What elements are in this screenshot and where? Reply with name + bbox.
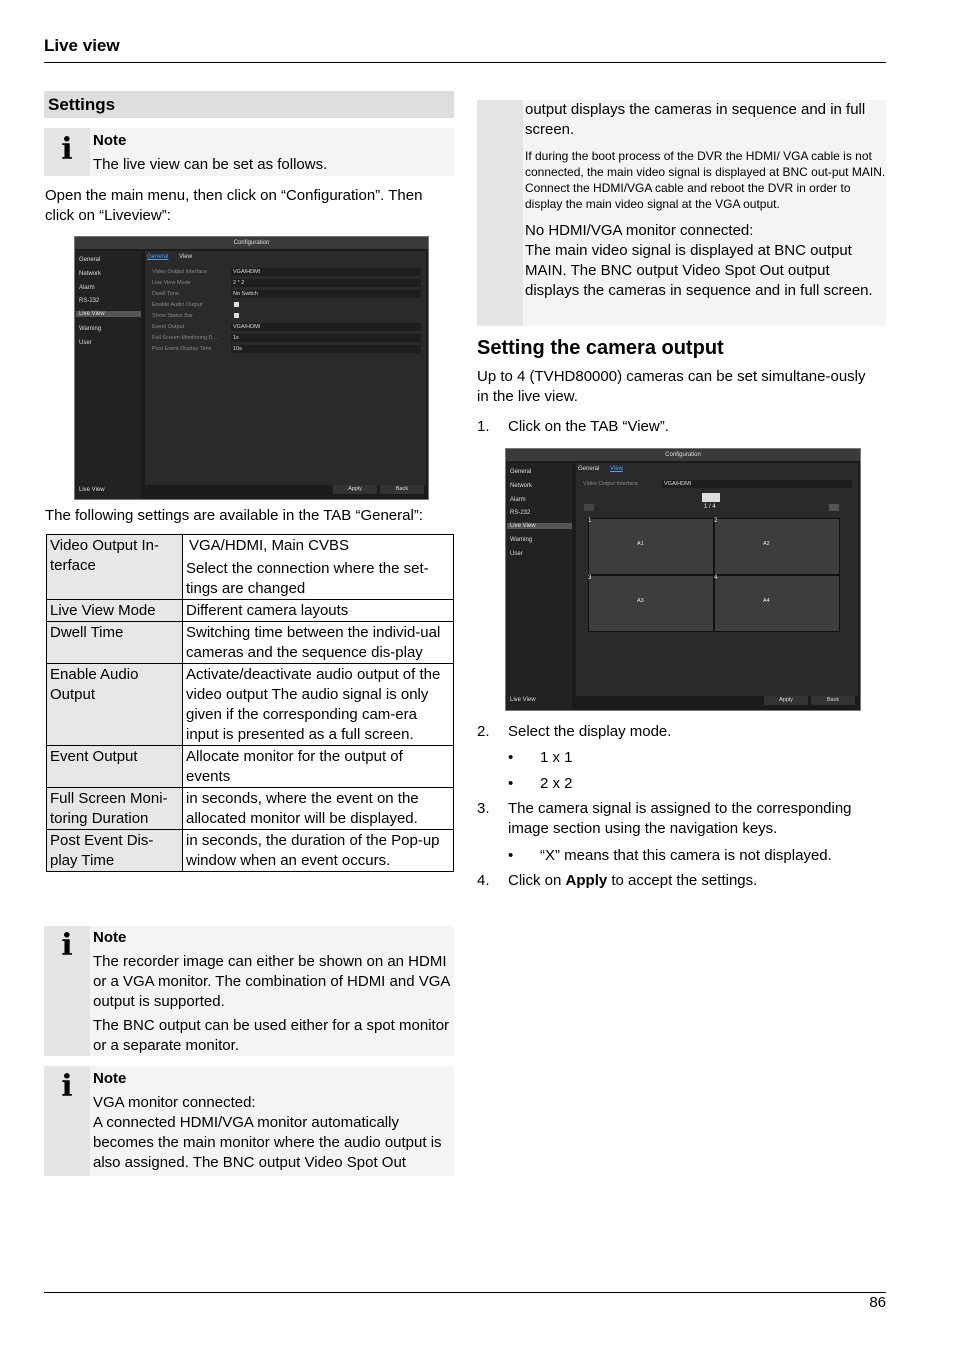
- camera-cell[interactable]: [714, 575, 840, 632]
- table-row: [47, 535, 454, 600]
- note-small-text: If during the boot process of the DVR the HDMI/ VGA cable is not connected, the main video signal is displayed at BNC out-put MAIN. Connect the HDMI/VGA cable and reboot the DVR in order to display the main video signal at the VGA output.: [525, 149, 886, 211]
- step-number: 2.: [477, 723, 490, 740]
- status-bar-checkbox[interactable]: [234, 313, 239, 318]
- tab-view[interactable]: View: [610, 466, 623, 472]
- bullet-text: 2 x 2: [540, 775, 573, 792]
- step-number: 3.: [477, 800, 490, 817]
- screen-content: [576, 463, 858, 696]
- screen-footer-label: Live View: [510, 697, 536, 703]
- camera-cell[interactable]: [588, 518, 714, 575]
- setting-label: Enable Audio Output: [152, 302, 203, 308]
- setting-label: Post Event Display Time: [152, 346, 212, 352]
- table-row: [47, 622, 454, 664]
- menu-item-general[interactable]: General: [79, 257, 101, 263]
- step-text: Click on Apply to accept the settings.: [508, 872, 758, 889]
- step-text: Select the display mode.: [508, 723, 672, 740]
- table-row: [47, 664, 454, 746]
- table-intro-text: The following settings are available in the TAB “General”:: [45, 507, 423, 524]
- setting-value[interactable]: VGA/HDMI: [231, 323, 421, 331]
- note-text: No HDMI/VGA monitor connected:: [525, 222, 754, 239]
- cell-number: 1: [588, 518, 592, 524]
- section-heading: Settings: [48, 95, 116, 114]
- screen-content: [145, 251, 426, 485]
- note-title: Note: [93, 929, 127, 946]
- audio-checkbox[interactable]: [234, 302, 239, 307]
- note-title: Note: [93, 1070, 127, 1087]
- tab-general[interactable]: General: [147, 254, 169, 260]
- cell-camera-label: A1: [637, 541, 644, 547]
- screen-sidebar: [506, 463, 572, 710]
- cell-camera-label: A3: [637, 598, 644, 604]
- section-heading-bar: [44, 91, 454, 118]
- setting-name: Video Output In-terface: [47, 535, 183, 600]
- setting-value[interactable]: VGA/HDMI: [231, 268, 421, 276]
- note-text: The recorder image can either be shown on an HDMI or a VGA monitor. The combination of HDMI and VGA output is supported.: [93, 953, 450, 1010]
- info-icon: i: [61, 132, 73, 167]
- step-text: Click on the TAB “View”.: [508, 418, 669, 435]
- menu-item-live-view[interactable]: Live View: [507, 523, 572, 529]
- menu-item-live-view[interactable]: Live View: [76, 311, 141, 317]
- setting-name: Full Screen Moni-toring Duration: [47, 788, 183, 830]
- menu-item-user[interactable]: User: [510, 551, 523, 557]
- setting-description: Switching time between the individ-ual cameras and the sequence dis-play: [183, 622, 454, 664]
- setting-label: Video Output Interface: [152, 269, 207, 275]
- setting-description: Activate/deactivate audio output of the video output The audio signal is only given if the corresponding cam-era input is presented as a full screen.: [183, 664, 454, 746]
- tab-view[interactable]: View: [179, 254, 192, 260]
- setting-description: VGA/HDMI, Main CVBS Select the connection where the set-tings are changed: [183, 535, 454, 600]
- setting-name: Live View Mode: [47, 600, 183, 622]
- setting-label: Video Output Interface: [583, 481, 638, 487]
- menu-item-warning[interactable]: Warning: [79, 326, 102, 332]
- screen-title: Configuration: [506, 449, 860, 461]
- setting-description: Allocate monitor for the output of events: [183, 746, 454, 788]
- setting-label: Event Output: [152, 324, 185, 330]
- intro-text: Open the main menu, then click on “Configuration”. Then click on “Liveview”:: [45, 187, 423, 224]
- bullet-text: “X” means that this camera is not displayed.: [540, 847, 832, 864]
- back-button[interactable]: Back: [811, 696, 855, 705]
- table-row: [47, 746, 454, 788]
- back-button[interactable]: Back: [380, 485, 424, 494]
- screen-footer-label: Live View: [79, 487, 105, 493]
- note-text: The live view can be set as follows.: [93, 156, 328, 173]
- bullet-text: 1 x 1: [540, 749, 573, 766]
- menu-item-user[interactable]: User: [79, 340, 92, 346]
- setting-value[interactable]: VGA/HDMI: [662, 480, 852, 488]
- settings-table: [46, 534, 454, 872]
- menu-item-rs232[interactable]: RS-232: [510, 510, 531, 516]
- setting-description: Different camera layouts: [183, 600, 454, 622]
- table-row: [47, 830, 454, 872]
- footer-divider: [44, 1292, 886, 1293]
- setting-value[interactable]: No Switch: [231, 290, 421, 298]
- setting-name: Post Event Dis-play Time: [47, 830, 183, 872]
- menu-item-rs232[interactable]: RS-232: [79, 298, 100, 304]
- apply-keyword: Apply: [565, 872, 608, 889]
- step-number: 1.: [477, 418, 490, 435]
- setting-name: Enable Audio Output: [47, 664, 183, 746]
- header-divider: [44, 62, 886, 63]
- configuration-screenshot-view: [505, 448, 861, 711]
- note-text: VGA monitor connected:: [93, 1094, 256, 1111]
- cell-number: 4: [714, 575, 718, 581]
- page-indicator: 1 / 4: [704, 504, 716, 510]
- bullet-dot: •: [508, 749, 514, 766]
- setting-name: Event Output: [47, 746, 183, 788]
- table-row: [47, 600, 454, 622]
- menu-item-network[interactable]: Network: [510, 483, 533, 489]
- menu-item-warning[interactable]: Warning: [510, 537, 533, 543]
- setting-value[interactable]: 1s: [231, 334, 421, 342]
- table-row: [47, 788, 454, 830]
- setting-label: Full Screen Monitoring D...: [152, 335, 218, 341]
- layout-selector-icon[interactable]: [702, 493, 720, 502]
- prev-page-button[interactable]: [584, 504, 594, 511]
- tab-general[interactable]: General: [578, 466, 600, 472]
- cell-number: 3: [588, 575, 592, 581]
- note-title: Note: [93, 132, 127, 149]
- menu-item-general[interactable]: General: [510, 469, 532, 475]
- apply-button[interactable]: Apply: [764, 696, 808, 705]
- cell-camera-label: A4: [763, 598, 770, 604]
- screen-title: Configuration: [75, 237, 428, 249]
- next-page-button[interactable]: [829, 504, 839, 511]
- setting-value[interactable]: 2 * 2: [231, 279, 421, 287]
- info-icon: i: [61, 928, 73, 963]
- setting-label: Show Status Bar: [152, 313, 193, 319]
- info-icon: i: [61, 1069, 73, 1104]
- apply-button[interactable]: Apply: [333, 485, 377, 494]
- page-header-title: Live view: [44, 36, 120, 55]
- note-box: [44, 128, 454, 176]
- bullet-dot: •: [508, 847, 514, 864]
- menu-item-network[interactable]: Network: [79, 271, 102, 277]
- camera-intro-text: Up to 4 (TVHD80000) cameras can be set simultane-ously in the live view.: [477, 368, 866, 405]
- note-box: [44, 1066, 454, 1176]
- note-text: output displays the cameras in sequence and in full screen.: [525, 101, 866, 138]
- setting-value[interactable]: 10s: [231, 345, 421, 353]
- step-number: 4.: [477, 872, 490, 889]
- menu-item-alarm[interactable]: Alarm: [79, 285, 95, 291]
- note-box-continued: [477, 100, 886, 326]
- setting-name: Dwell Time: [47, 622, 183, 664]
- menu-item-alarm[interactable]: Alarm: [510, 497, 526, 503]
- note-box: [44, 926, 454, 1056]
- bullet-dot: •: [508, 775, 514, 792]
- cell-camera-label: A2: [763, 541, 770, 547]
- setting-description: in seconds, where the event on the allocated monitor will be displayed.: [183, 788, 454, 830]
- camera-cell[interactable]: [588, 575, 714, 632]
- configuration-screenshot-general: [74, 236, 429, 500]
- camera-output-heading: Setting the camera output: [477, 337, 724, 359]
- page-number: 86: [869, 1294, 886, 1311]
- setting-label: Dwell Time: [152, 291, 179, 297]
- step-text: The camera signal is assigned to the corresponding image section using the navigation keys.: [508, 800, 852, 837]
- setting-description: in seconds, the duration of the Pop-up window when an event occurs.: [183, 830, 454, 872]
- note-text: A connected HDMI/VGA monitor automatically becomes the main monitor where the audio output is also assigned. The BNC output Video Spot Out: [93, 1114, 442, 1171]
- note-text: The BNC output can be used either for a spot monitor or a separate monitor.: [93, 1017, 450, 1054]
- cell-number: 2: [714, 518, 718, 524]
- note-text: The main video signal is displayed at BNC output MAIN. The BNC output Video Spot Out output displays the cameras in sequence and in full screen.: [525, 242, 873, 299]
- camera-cell[interactable]: [714, 518, 840, 575]
- screen-sidebar: [75, 251, 141, 499]
- setting-label: Live View Mode: [152, 280, 191, 286]
